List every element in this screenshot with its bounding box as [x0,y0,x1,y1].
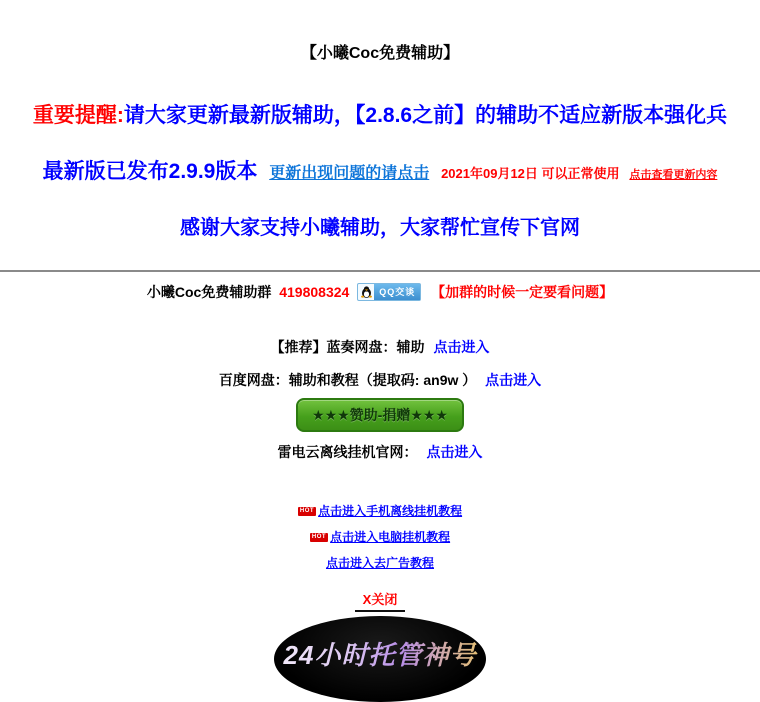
view-update-content-link[interactable]: 点击查看更新内容 [629,169,718,181]
qq-group-label: 小曦Coc免费辅助群 [146,284,272,300]
leidian-enter-link[interactable]: 点击进入 [426,444,483,461]
leidian-label: 雷电云离线挂机官网： [277,444,418,461]
mobile-tutorial-link[interactable]: 点击进入手机离线挂机教程 [318,504,463,519]
ad-banner[interactable] [274,616,486,702]
group-warning-text: 【加群的时候一定要看问题】 [431,284,614,300]
leidian-line [0,442,760,462]
donate-button[interactable]: ★★★赞助-捐赠★★★ [296,398,464,432]
qq-group-number: 419808324 [279,284,350,300]
lanzou-line [0,337,760,357]
qq-group-line [0,282,760,303]
qq-penguin-icon [358,285,374,299]
baidu-label: 百度网盘：辅助和教程（提取码: an9w ） [218,372,477,389]
divider [0,270,760,272]
popup-close-line [0,589,760,612]
qq-chat-button[interactable] [357,283,421,301]
qq-chat-label: QQ交谈 [374,284,420,300]
close-button[interactable]: X关闭 [355,589,406,612]
hot-icon: HOT [299,507,315,514]
update-notice-text: 请大家更新最新版辅助，【2.8.6之前】的辅助不适应新版本强化兵 [123,104,728,127]
pc-tutorial-link[interactable]: 点击进入电脑挂机教程 [330,530,451,545]
thanks-text: 感谢大家支持小曦辅助，大家帮忙宣传下官网 [180,217,580,239]
baidu-enter-link[interactable]: 点击进入 [485,372,542,389]
baidu-line [0,370,760,390]
update-problem-link[interactable]: 更新出现问题的请点击 [269,165,430,182]
hot-icon: HOT [311,533,327,540]
pc-tutorial-line [0,530,760,545]
lanzou-enter-link[interactable]: 点击进入 [433,339,490,356]
notice-line-1 [0,99,760,129]
ad-removal-tutorial-line [0,556,760,571]
notice-line-2 [0,155,760,185]
important-reminder-label: 重要提醒: [32,104,124,127]
ad-removal-tutorial-link[interactable]: 点击进入去广告教程 [325,556,434,571]
donate-wrap [0,398,760,432]
lanzou-label: 【推荐】蓝奏网盘：辅助 [270,339,425,356]
page-title: 【小曦Coc免费辅助】 [300,45,460,62]
status-date-text: 2021年09月12日 可以正常使用 [441,166,620,181]
ad-banner-text: 24小时托管神号 [274,635,486,672]
latest-version-text: 最新版已发布2.9.9版本 [42,160,258,183]
tutorial-links [0,504,760,571]
mobile-tutorial-line [0,504,760,519]
